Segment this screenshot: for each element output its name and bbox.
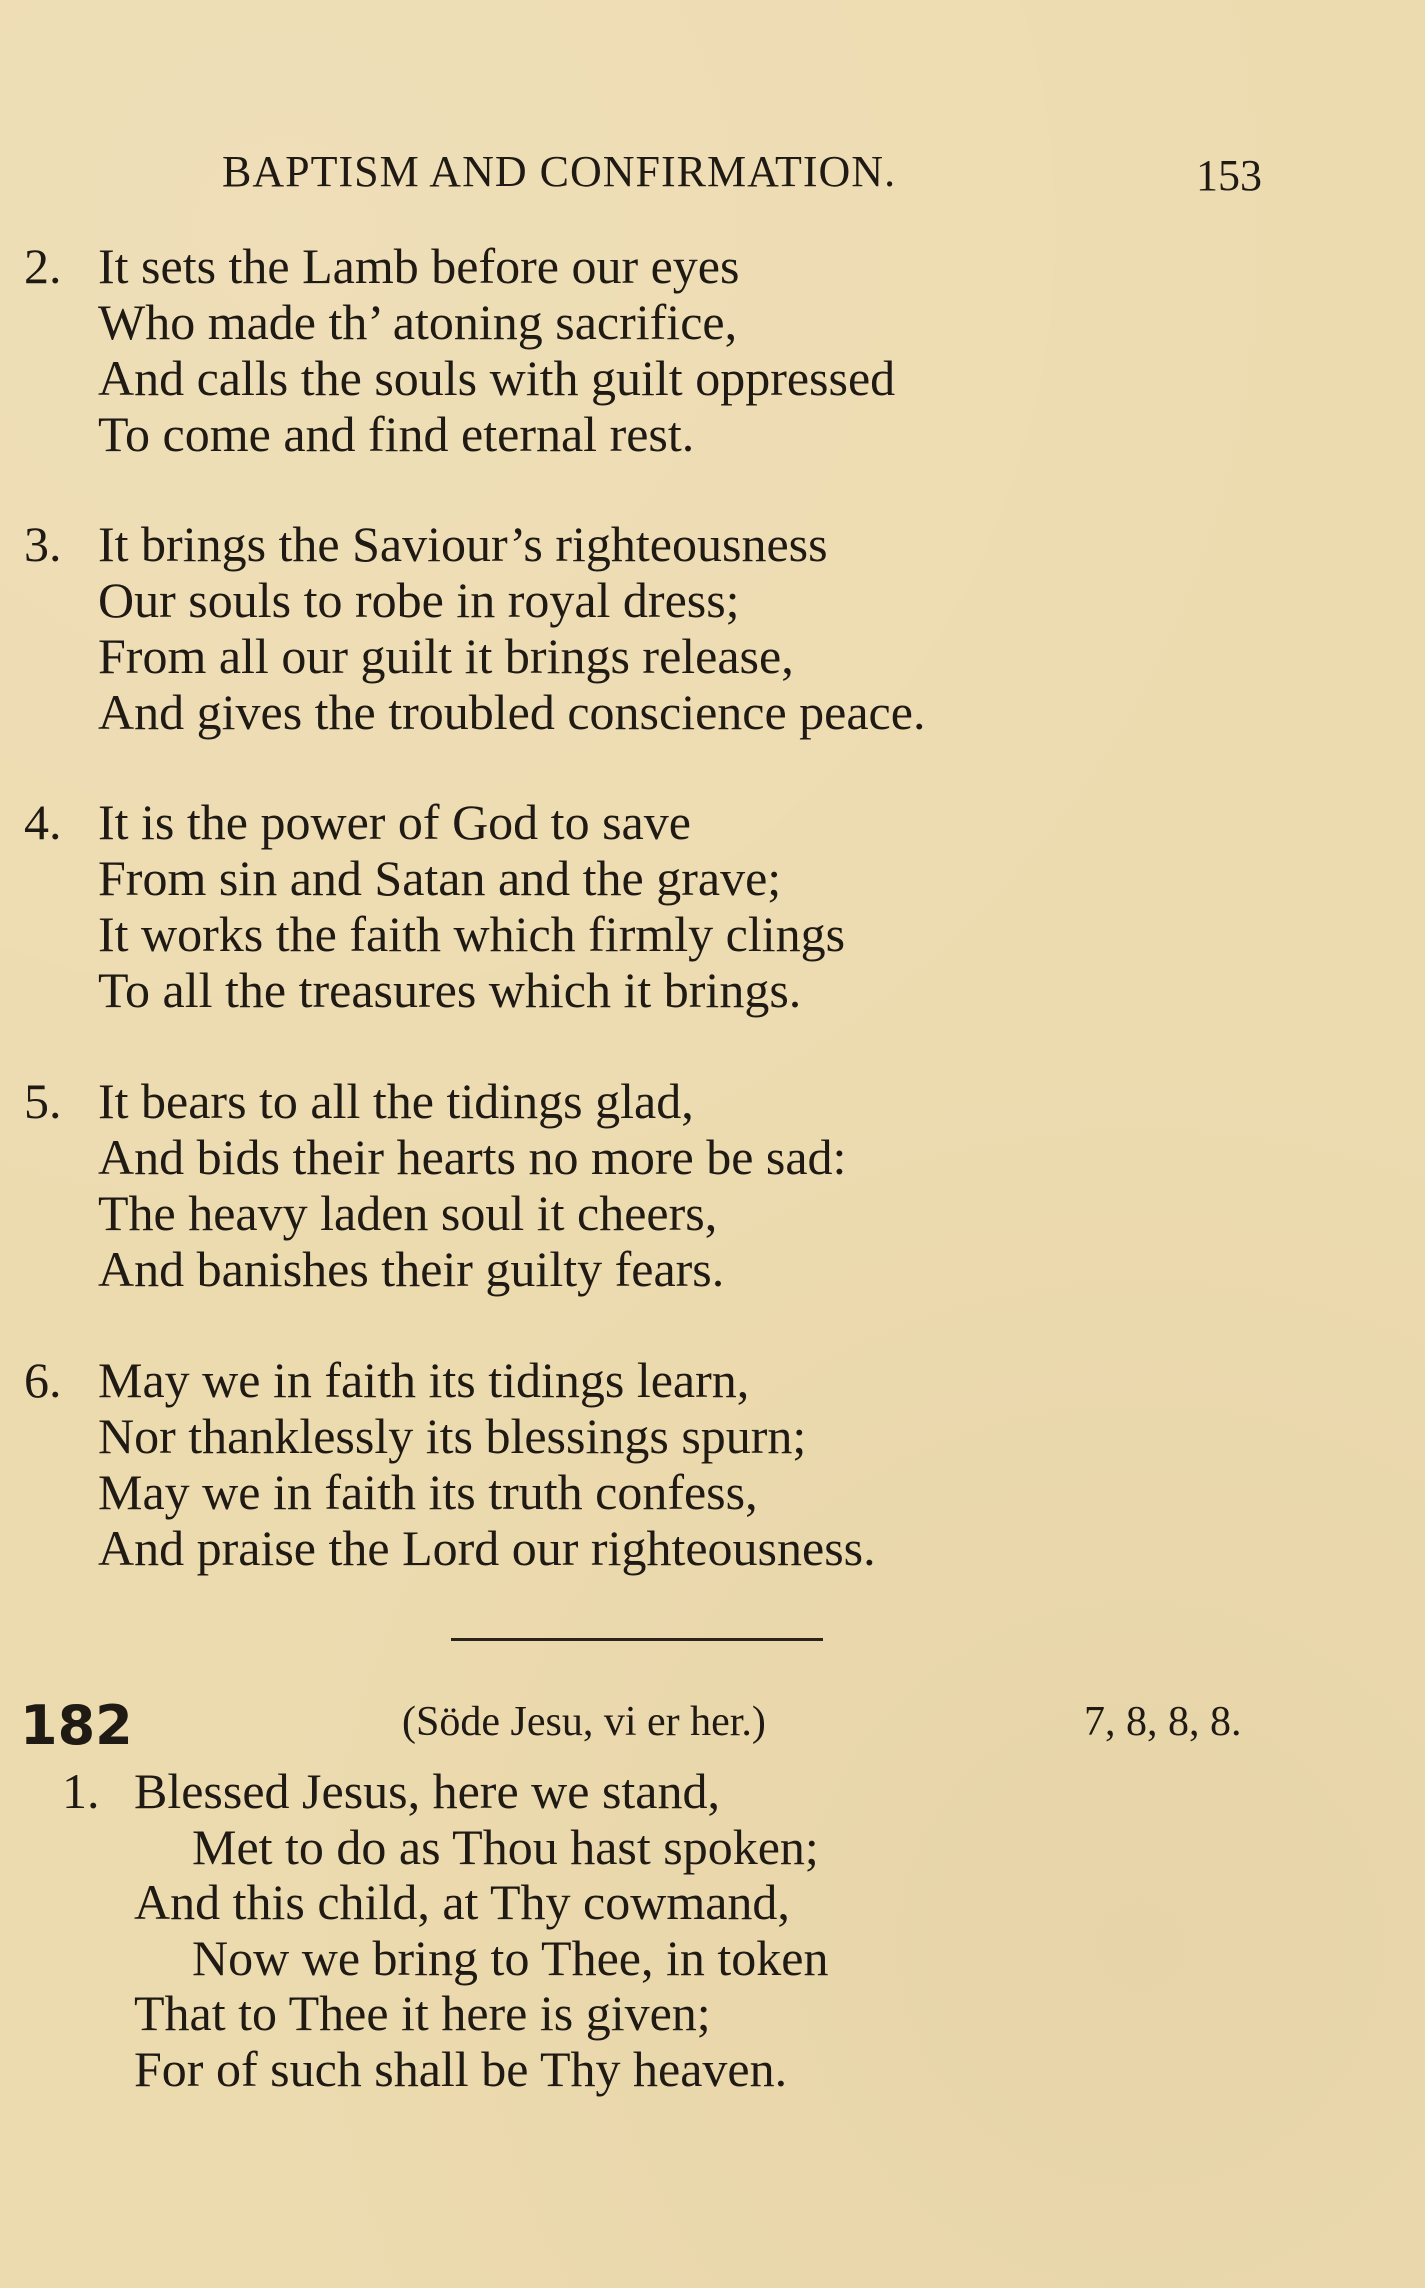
verse-line: It sets the Lamb before our eyes [98, 238, 740, 294]
verse-line: And bids their hearts no more be sad: [98, 1129, 847, 1185]
verse-line: And gives the troubled conscience peace. [98, 684, 926, 740]
verse-line: And calls the souls with guilt oppressed [98, 350, 896, 406]
hymn-182-verse-1 [62, 1764, 1242, 2097]
verse-6 [24, 1352, 1204, 1576]
verse-line: That to Thee it here is given; [134, 1985, 711, 2041]
verse-number: 6. [24, 1352, 62, 1408]
verse-line: From all our guilt it brings release, [98, 628, 794, 684]
verse-number: 4. [24, 794, 62, 850]
page-number: 153 [1196, 151, 1262, 200]
verse-line: It works the faith which firmly clings [98, 906, 846, 962]
verse-number: 3. [24, 516, 62, 572]
verse-number: 5. [24, 1073, 62, 1129]
verse-line: It brings the Saviour’s righteousness [98, 516, 828, 572]
verse-line: It is the power of God to save [98, 794, 691, 850]
verse-line: And praise the Lord our righteousness. [98, 1520, 876, 1576]
verse-line: Nor thanklessly its blessings spurn; [98, 1408, 807, 1464]
verse-number: 1. [62, 1763, 100, 1819]
verse-4 [24, 794, 1204, 1018]
verse-line: The heavy laden soul it cheers, [98, 1185, 718, 1241]
verse-line: It bears to all the tidings glad, [98, 1073, 694, 1129]
verse-line: From sin and Satan and the grave; [98, 850, 782, 906]
verse-line: Blessed Jesus, here we stand, [134, 1763, 720, 1819]
verse-line: Our souls to robe in royal dress; [98, 572, 740, 628]
verse-line: And this child, at Thy cowmand, [134, 1874, 790, 1930]
verse-line: And banishes their guilty fears. [98, 1241, 725, 1297]
verse-3 [24, 516, 1204, 740]
verse-line: Who made th’ atoning sacrifice, [98, 294, 738, 350]
verse-line: May we in faith its tidings learn, [98, 1352, 750, 1408]
verse-line: To all the treasures which it brings. [98, 962, 802, 1018]
running-header-title: BAPTISM AND CONFIRMATION. [222, 147, 897, 196]
verse-line: Now we bring to Thee, in token [192, 1929, 829, 1986]
hymn-meter: 7, 8, 8, 8. [1084, 1699, 1242, 1745]
verse-number: 2. [24, 238, 62, 294]
hymn-tune-title: (Söde Jesu, vi er her.) [402, 1699, 766, 1745]
verse-line: Met to do as Thou hast spoken; [192, 1818, 819, 1875]
verse-line: For of such shall be Thy heaven. [134, 2040, 788, 2097]
section-divider [451, 1638, 823, 1641]
verse-line: To come and find eternal rest. [98, 406, 695, 462]
hymn-number: 182 [20, 1694, 133, 1757]
verse-5 [24, 1073, 1204, 1297]
verse-2 [24, 238, 1204, 462]
verse-line: May we in faith its truth confess, [98, 1464, 758, 1520]
